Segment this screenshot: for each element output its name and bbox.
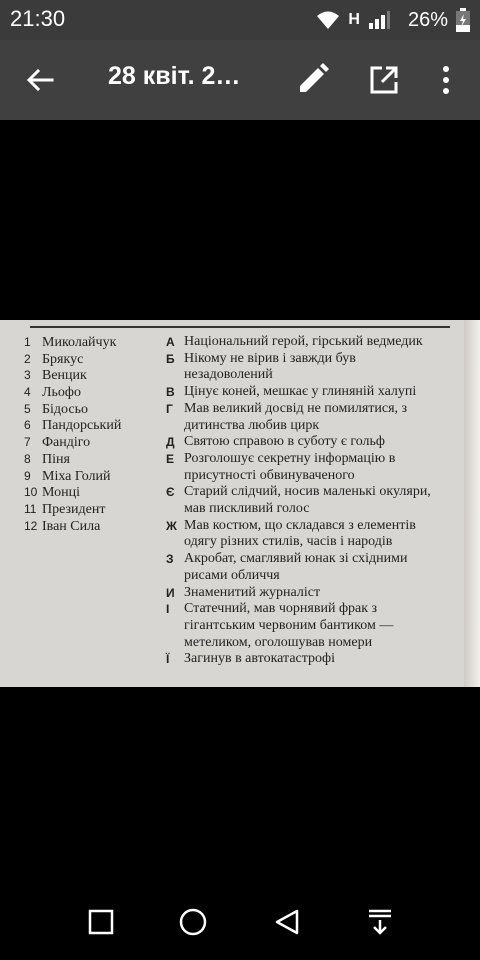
description-letter: І [166,602,170,617]
recents-square-icon[interactable] [87,908,115,936]
name-row [24,334,164,351]
description-text: Нікому не вірив і завжди був незадоволений [184,350,356,383]
notifications-pull-icon[interactable] [366,908,394,936]
name-number: 5 [24,401,31,416]
name-number: 9 [24,468,31,483]
signal-icon [368,10,390,30]
description-row [166,451,448,484]
description-text: Мав костюм, що складався з елементів одягу різних стилів, часів і народів [184,517,416,550]
document-title: 28 квіт. 2… [108,62,241,90]
name-row [24,518,164,535]
description-letter: Ї [166,652,170,667]
table-top-rule [30,326,450,328]
description-row [166,401,448,434]
description-letter: Б [166,351,175,366]
name-row [24,417,164,434]
description-letter: А [166,335,175,349]
status-bar [0,0,480,40]
name-label: Брякус [42,351,84,367]
names-column [24,334,164,534]
name-number: 6 [24,418,31,433]
battery-percent: 26% [407,8,448,31]
back-arrow-icon[interactable] [24,64,56,96]
name-row [24,468,164,485]
name-row [24,384,164,401]
description-row [166,434,448,451]
description-letter: З [166,552,174,567]
wifi-icon [316,10,340,30]
description-row [166,518,448,551]
app-bar [0,40,480,120]
document-photo [0,320,480,687]
name-label: Міха Голий [42,468,111,484]
page-edge [464,320,480,687]
description-text: Національний герой, гірський ведмедик [184,334,423,349]
name-row [24,501,164,518]
name-label: Піня [42,451,70,467]
name-number: 7 [24,435,31,450]
description-letter: Г [166,401,173,416]
description-text: Святою справою в суботу є гольф [184,434,385,450]
description-letter: И [166,585,175,600]
description-letter: Е [166,451,175,466]
more-vertical-icon[interactable] [436,64,456,96]
name-row [24,434,164,451]
battery-icon [456,8,470,32]
home-circle-icon[interactable] [179,908,207,936]
name-label: Монці [42,485,80,501]
name-row [24,367,164,384]
descriptions-column [166,334,448,668]
name-number: 4 [24,385,31,400]
name-label: Іван Сила [42,518,101,534]
description-letter: Є [166,485,175,500]
description-row [166,585,448,602]
navigation-bar [0,880,480,960]
description-row [166,484,448,517]
description-row [166,351,448,384]
name-number: 8 [24,451,31,466]
description-row [166,384,448,401]
name-number: 11 [24,501,37,516]
name-number: 3 [24,368,31,383]
name-number: 10 [24,485,38,500]
description-row [166,334,448,351]
name-row [24,351,164,368]
open-external-icon[interactable] [368,64,400,96]
name-row [24,401,164,418]
name-label: Пандорський [42,418,122,434]
image-viewer[interactable] [0,120,480,880]
name-number: 2 [24,351,31,366]
name-number: 1 [24,335,31,349]
description-text: Загинув в автокатастрофі [184,651,335,667]
name-label: Миколайчук [42,335,117,350]
status-time: 21:30 [10,6,66,31]
description-text: Розголошує секретну інформацію в присутності обвинуваченого [184,450,396,483]
name-label: Льофо [42,385,81,401]
description-text: Старий слідчий, носив маленькі окуляри, мав пискливий голос [184,484,431,517]
description-row [166,651,448,668]
description-text: Акробат, смаглявий юнак зі східними рисами обличчя [184,551,408,583]
description-text: Мав великий досвід не помилятися, з дитинства любив цирк [184,400,408,433]
description-row [166,551,448,584]
description-letter: Д [166,435,175,450]
name-number: 12 [24,518,38,533]
description-text: Знаменитий журналіст [184,584,321,600]
name-label: Президент [42,501,106,517]
back-triangle-icon[interactable] [273,908,301,936]
description-letter: В [166,385,175,400]
name-label: Бідосьо [42,401,88,417]
description-letter: Ж [166,518,177,533]
network-type: H [348,11,360,28]
name-row [24,451,164,468]
status-icons [316,6,470,34]
description-text: Цінує коней, мешкає у глиняній халупі [184,384,417,400]
description-text: Статечний, мав чорнявий фрак з гігантським червоним бантиком — метеликом, оголошував номери [184,601,394,650]
name-label: Фандіго [42,435,91,451]
description-row [166,601,448,651]
edit-pencil-icon[interactable] [296,62,330,96]
name-label: Венцик [42,368,87,384]
name-row [24,484,164,501]
